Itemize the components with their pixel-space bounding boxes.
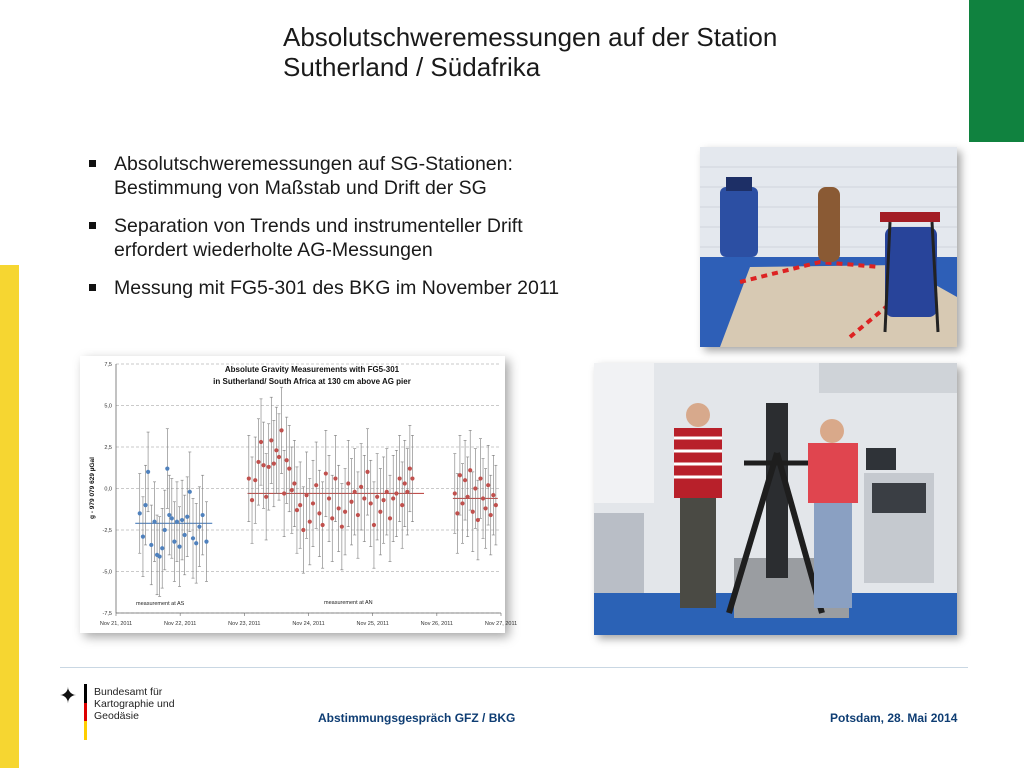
photo-team-illustration	[594, 363, 957, 635]
data-point	[277, 455, 281, 459]
data-point	[388, 516, 392, 520]
data-point	[138, 511, 142, 515]
gravity-chart-svg	[80, 356, 518, 633]
data-point	[372, 523, 376, 527]
y-tick-label: 5,0	[104, 403, 112, 410]
data-point	[141, 535, 145, 539]
bullet-line: Bestimmung von Maßstab und Drift der SG	[114, 177, 487, 199]
federal-eagle-icon: ✦	[58, 683, 78, 708]
data-point	[394, 491, 398, 495]
data-point	[146, 470, 150, 474]
data-point	[177, 545, 181, 549]
data-point	[253, 478, 257, 482]
bullet-item	[88, 152, 678, 200]
data-point	[353, 490, 357, 494]
data-point	[473, 486, 477, 490]
chart-subtitle: in Sutherland/ South Africa at 130 cm above AG pier	[213, 377, 411, 386]
data-point	[285, 458, 289, 462]
data-point	[365, 470, 369, 474]
bullet-line: Absolutschweremessungen auf SG-Stationen:	[114, 153, 513, 175]
footer-place-date: Potsdam, 28. Mai 2014	[830, 711, 958, 725]
data-point	[269, 438, 273, 442]
y-tick-label: 7,5	[104, 362, 112, 368]
y-tick-label: -2,5	[102, 528, 112, 534]
accent-green-bar	[969, 0, 1024, 142]
data-point	[183, 533, 187, 537]
data-point	[304, 493, 308, 497]
data-point	[466, 495, 470, 499]
data-point	[143, 503, 147, 507]
footer-divider	[60, 667, 968, 668]
data-point	[185, 515, 189, 519]
bkg-logo	[56, 684, 216, 744]
data-point	[170, 516, 174, 520]
data-point	[311, 501, 315, 505]
data-point	[321, 523, 325, 527]
data-point	[362, 496, 366, 500]
bullet-list	[88, 152, 678, 314]
bullet-square-icon	[89, 222, 96, 229]
data-point	[197, 525, 201, 529]
x-tick-label: Nov 24, 2011	[292, 621, 325, 627]
data-point	[463, 478, 467, 482]
data-point	[194, 541, 198, 545]
data-point	[346, 481, 350, 485]
y-tick-label: -5,0	[102, 569, 112, 576]
data-point	[324, 471, 328, 475]
annotation-as: measurement at AS	[136, 601, 185, 607]
bullet-line: Messung mit FG5-301 des BKG im November 2011	[114, 277, 560, 299]
data-point	[279, 428, 283, 432]
accent-yellow-bar	[0, 265, 19, 768]
data-point	[471, 510, 475, 514]
data-point	[381, 498, 385, 502]
data-point	[453, 491, 457, 495]
german-flag-stripe	[84, 684, 87, 740]
data-point	[292, 481, 296, 485]
photo-team-with-fg5	[594, 363, 957, 635]
data-point	[478, 476, 482, 480]
data-point	[149, 543, 153, 547]
data-point	[337, 506, 341, 510]
data-point	[403, 481, 407, 485]
data-point	[330, 516, 334, 520]
data-point	[489, 513, 493, 517]
y-tick-label: -7,5	[102, 611, 112, 617]
data-point	[343, 510, 347, 514]
x-tick-label: Nov 23, 2011	[228, 621, 261, 627]
data-point	[163, 528, 167, 532]
footer-meeting-title: Abstimmungsgespräch GFZ / BKG	[318, 711, 516, 725]
y-tick-label: 0,0	[104, 486, 112, 493]
x-tick-label: Nov 21, 2011	[99, 621, 133, 627]
data-point	[191, 536, 195, 540]
data-point	[491, 493, 495, 497]
data-point	[267, 465, 271, 469]
title-line-2: Sutherland / Südafrika	[283, 52, 541, 82]
data-point	[458, 473, 462, 477]
org-name-line-2: Kartographie und Geodäsie	[94, 698, 175, 722]
data-point	[152, 520, 156, 524]
data-point	[356, 513, 360, 517]
data-point	[204, 540, 208, 544]
data-point	[359, 485, 363, 489]
org-name-line-1: Bundesamt für	[94, 686, 163, 698]
bullet-item	[88, 276, 678, 300]
title-line-1: Absolutschweremessungen auf der Station	[283, 22, 778, 52]
data-point	[295, 508, 299, 512]
data-point	[282, 491, 286, 495]
chart-title: Absolute Gravity Measurements with FG5-301	[224, 365, 400, 374]
x-tick-label: Nov 25, 2011	[356, 621, 389, 627]
data-point	[494, 503, 498, 507]
bullet-square-icon	[89, 160, 96, 167]
data-point	[405, 490, 409, 494]
data-point	[369, 501, 373, 505]
data-point	[486, 483, 490, 487]
bullet-line: erfordert wiederholte AG-Messungen	[114, 239, 433, 261]
data-point	[158, 554, 162, 558]
data-point	[274, 448, 278, 452]
data-point	[460, 501, 464, 505]
data-series	[453, 430, 498, 559]
data-point	[349, 500, 353, 504]
data-point	[247, 476, 251, 480]
annotation-an: measurement at AN	[324, 600, 373, 606]
data-point	[317, 511, 321, 515]
data-point	[165, 466, 169, 470]
data-point	[301, 528, 305, 532]
x-tick-label: Nov 26, 2011	[420, 621, 453, 627]
data-point	[256, 460, 260, 464]
data-point	[408, 466, 412, 470]
x-tick-label: Nov 27, 2011	[484, 621, 518, 627]
data-point	[333, 476, 337, 480]
data-point	[261, 463, 265, 467]
slide-title	[283, 22, 903, 82]
data-point	[314, 483, 318, 487]
data-point	[250, 498, 254, 502]
data-point	[264, 495, 268, 499]
data-point	[290, 488, 294, 492]
data-series	[247, 387, 424, 573]
data-point	[484, 506, 488, 510]
data-point	[398, 476, 402, 480]
data-point	[375, 495, 379, 499]
data-point	[340, 525, 344, 529]
data-point	[481, 496, 485, 500]
data-point	[172, 540, 176, 544]
data-point	[308, 520, 312, 524]
data-point	[272, 462, 276, 466]
data-point	[385, 490, 389, 494]
data-point	[175, 520, 179, 524]
y-axis-label: g - 979 079 629 µGal	[89, 457, 96, 519]
data-point	[259, 440, 263, 444]
data-point	[201, 513, 205, 517]
data-point	[400, 503, 404, 507]
data-point	[327, 496, 331, 500]
data-point	[298, 503, 302, 507]
data-point	[167, 513, 171, 517]
org-name	[94, 686, 216, 722]
data-point	[180, 518, 184, 522]
data-point	[391, 496, 395, 500]
data-point	[287, 466, 291, 470]
bullet-line: Separation von Trends und instrumenteller Drift	[114, 215, 523, 237]
photo-instrument-room-illustration	[700, 147, 957, 347]
data-point	[410, 476, 414, 480]
bullet-item	[88, 214, 678, 262]
gravity-chart	[80, 356, 518, 633]
x-tick-label: Nov 22, 2011	[164, 621, 197, 627]
y-tick-label: 2,5	[104, 445, 112, 451]
data-point	[378, 510, 382, 514]
bullet-square-icon	[89, 284, 96, 291]
data-point	[160, 546, 164, 550]
photo-instrument-room	[700, 147, 957, 347]
data-point	[188, 490, 192, 494]
